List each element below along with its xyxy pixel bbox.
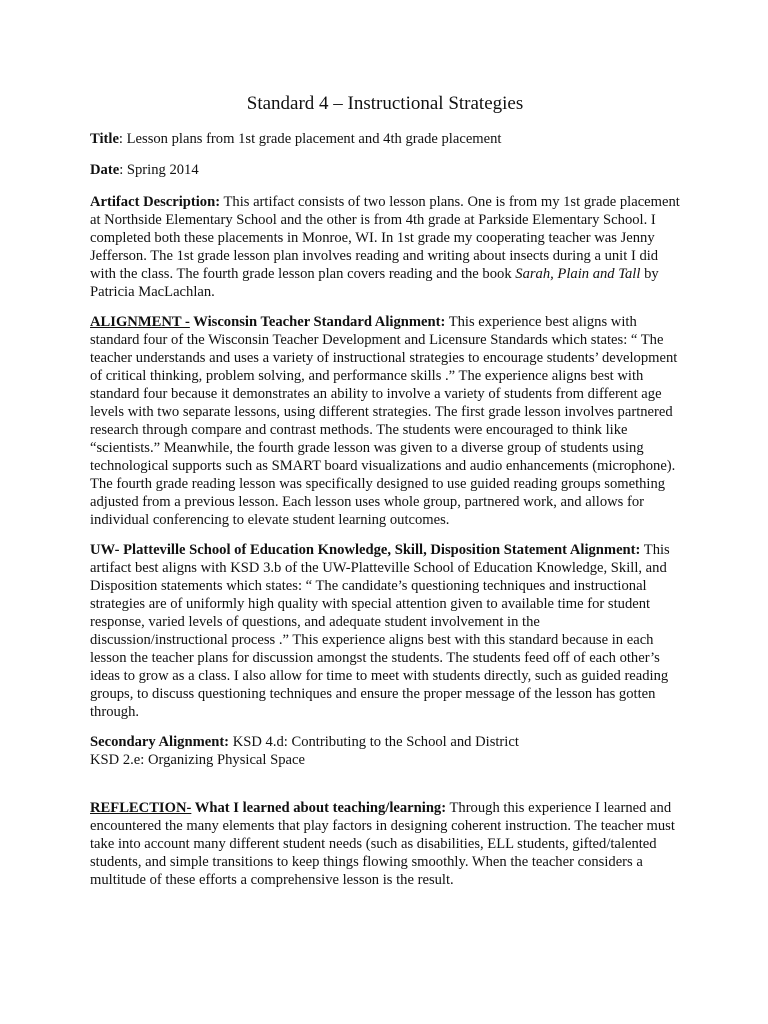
book-title: Sarah, Plain and Tall — [515, 266, 641, 282]
reflection-label: REFLECTION- — [90, 800, 192, 816]
alignment-text: This experience best aligns with standard four of the Wisconsin Teacher Development and Licensure Standards which states: “ The teacher understands and uses a variety of instructional strategies to encourage students’ development of critical thinking, problem solving, and performance skills .” The experience aligns best with standard four because it demonstrates an ability to involve a variety of students from different age levels with two separate lessons, using different strategies. The first grade lesson involves partnered research through compare and contrast methods. The students were encouraged to think like “scientists.” Meanwhile, the fourth grade lesson was given to a diverse group of students using technological supports such as SMART board visualizations and audio enhancements (microphone). The fourth grade reading lesson was specifically designed to use guided reading groups something adjusted from a previous lesson. Each lesson uses whole group, partnered work, and allows for individual conferencing to elevate student learning outcomes. — [90, 314, 678, 528]
uw-alignment-text: This artifact best aligns with KSD 3.b of the UW-Platteville School of Education Knowledge, Skill, and Disposition statements which states: “ The candidate’s questioning techniques and instructional strategies are of uniformly high quality with special attention given to available time for student response, varied levels of questions, and adequate student involvement in the discussion/instructional process .” This experience aligns best with this standard because in each lesson the teacher plans for discussion amongst the students. The students feed off of each other’s ideas to grow as a class. I also allow for time to meet with students directly, such as guided reading groups, to discuss questioning techniques and ensure the proper message of the lesson has gotten through. — [90, 542, 670, 720]
secondary-line-2: KSD 2.e: Organizing Physical Space — [90, 752, 305, 768]
uw-alignment-section — [90, 541, 680, 721]
alignment-subtitle: Wisconsin Teacher Standard Alignment: — [189, 314, 446, 330]
secondary-label: Secondary Alignment: — [90, 734, 230, 750]
secondary-line-1 — [90, 733, 680, 751]
reflection-subtitle: What I learned about teaching/learning: — [191, 800, 447, 816]
uw-alignment-label: UW- Platteville School of Education Knowledge, Skill, Disposition Statement Alignment: — [90, 542, 641, 558]
artifact-text: This artifact consists of two lesson plans. One is from my 1st grade placement at Northside Elementary School and the other is from 4th grade at Parkside Elementary School. I completed both these placements in Monroe, WI. In 1st grade my cooperating teacher was Jenny Jefferson. The 1st grade lesson plan involves reading and writing about insects during a unit I did with the class. The fourth grade lesson plan covers reading and the book — [90, 194, 680, 282]
reflection-text: Through this experience I learned and encountered the many elements that play factors in designing coherent instruction. The teacher must take into account many different student needs (such as disabilities, ELL students, gifted/talented students, and simple transitions to keep things flowing smoothly. When the teacher considers a multitude of these efforts a comprehensive lesson is the result. — [90, 800, 675, 888]
artifact-description — [90, 193, 680, 301]
secondary-line1-text: KSD 4.d: Contributing to the School and District — [229, 734, 519, 750]
artifact-tail: by Patricia MacLachlan. — [90, 266, 659, 300]
title-value: : Lesson plans from 1st grade placement and 4th grade placement — [118, 131, 502, 147]
reflection-section — [90, 799, 680, 889]
page-title: Standard 4 – Instructional Strategies — [246, 93, 524, 114]
title-label: Title — [90, 131, 119, 147]
date-label: Date — [90, 162, 120, 178]
artifact-label: Artifact Description: — [90, 194, 221, 210]
alignment-label: ALIGNMENT - — [90, 314, 190, 330]
secondary-alignment — [90, 733, 680, 769]
date-value: : Spring 2014 — [119, 162, 199, 178]
alignment-section — [90, 313, 680, 529]
title-field — [90, 130, 680, 148]
date-field — [90, 161, 680, 179]
document-page — [90, 92, 680, 901]
